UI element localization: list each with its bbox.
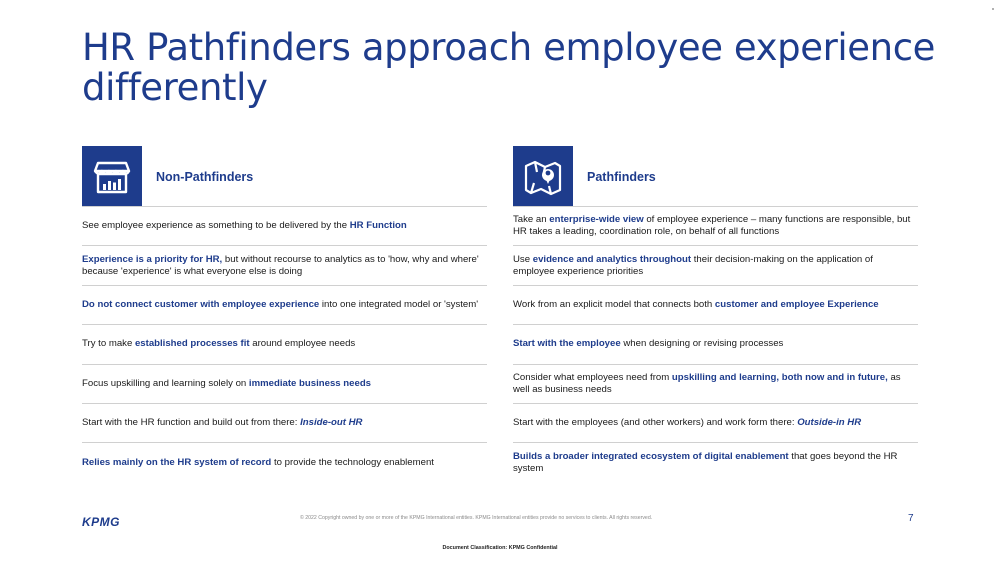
statement-phrase: Work from an explicit model that connects both [513,298,715,310]
statement-row [82,443,487,482]
statement-row [82,286,487,325]
statement-phrase: into one integrated model or 'system' [319,298,479,310]
statement-text [82,378,371,390]
statement-list [82,207,487,483]
highlighted-phrase: Relies mainly on the HR system of record [82,457,272,469]
statement-text [82,254,483,278]
highlighted-phrase: customer and employee Experience [714,298,879,310]
statement-text [513,417,861,429]
storefront-chart-icon [82,146,142,206]
column-header [513,146,918,207]
statement-text [513,338,783,350]
statement-row [82,365,487,404]
statement-phrase: See employee experience as something to be delivered by the [82,220,350,232]
highlighted-phrase: Start with the employee [513,338,621,350]
statement-row [82,207,487,246]
highlighted-phrase: Outside-in HR [797,417,862,429]
statement-phrase: to provide the technology enablement [271,457,434,469]
statement-text [513,254,914,278]
column-title: Pathfinders [587,170,656,184]
statement-phrase: but without recourse to analytics as to 'how, why and where' because 'experience' is what everyone else is doing [82,253,479,277]
highlighted-phrase: Experience is a priority for HR, [82,253,223,265]
map-location-icon [513,146,573,206]
statement-phrase: of employee experience – many functions are responsible, but HR takes a leading, coordination role, on behalf of all functions [513,214,911,238]
highlighted-phrase: immediate business needs [248,377,372,389]
highlighted-phrase: upskilling and learning, both now and in future, [671,371,888,383]
statement-text [513,299,879,311]
highlighted-phrase: enterprise-wide view [549,214,644,226]
highlighted-phrase: Inside-out HR [300,417,363,429]
statement-phrase: that goes beyond the HR system [513,451,898,475]
statement-phrase: their decision-making on the application of employee experience priorities [513,253,873,277]
statement-text [82,299,478,311]
column-header [82,146,487,207]
statement-row [513,325,918,364]
statement-text [513,214,914,238]
pathfinders-column [513,146,918,483]
kpmg-logo: KPMG [82,515,120,529]
statement-phrase: Try to make [82,338,135,350]
statement-phrase: around employee needs [249,338,356,350]
page-number: 7 [908,513,914,524]
statement-phrase: Focus upskilling and learning solely on [82,377,249,389]
statement-row [513,207,918,246]
statement-row [513,443,918,482]
statement-phrase: as well as business needs [513,371,901,395]
statement-row [513,286,918,325]
column-title: Non-Pathfinders [156,170,254,184]
statement-phrase: when designing or revising processes [620,338,784,350]
statement-text [82,457,434,469]
corner-dot [992,8,994,10]
statement-phrase: Consider what employees need from [513,371,672,383]
statement-text [82,417,362,429]
highlighted-phrase: Builds a broader integrated ecosystem of digital enablement [513,451,789,463]
statement-row [82,404,487,443]
statement-text [513,451,914,475]
statement-list [513,207,918,483]
statement-phrase: Take an [513,214,550,226]
highlighted-phrase: evidence and analytics throughout [532,253,692,265]
non-pathfinders-column [82,146,487,483]
statement-row [82,325,487,364]
page-title: HR Pathfinders approach employee experience differently [82,26,936,109]
statement-text [82,220,407,232]
highlighted-phrase: HR Function [349,220,407,232]
statement-text [82,338,355,350]
statement-text [513,372,914,396]
document-classification: Document Classification: KPMG Confidential [442,545,558,551]
highlighted-phrase: Do not connect customer with employee experience [82,298,320,310]
highlighted-phrase: established processes fit [134,338,250,350]
statement-phrase: Start with the employees (and other workers) and work form there: [513,417,798,429]
copyright-notice: © 2022 Copyright owned by one or more of the KPMG International entities. KPMG International entities provide no services to clients. All rights reserved. [300,515,653,521]
statement-phrase: Start with the HR function and build out from there: [82,417,301,429]
statement-row [82,246,487,285]
statement-row [513,404,918,443]
statement-row [513,365,918,404]
statement-phrase: Use [513,253,533,265]
statement-row [513,246,918,285]
